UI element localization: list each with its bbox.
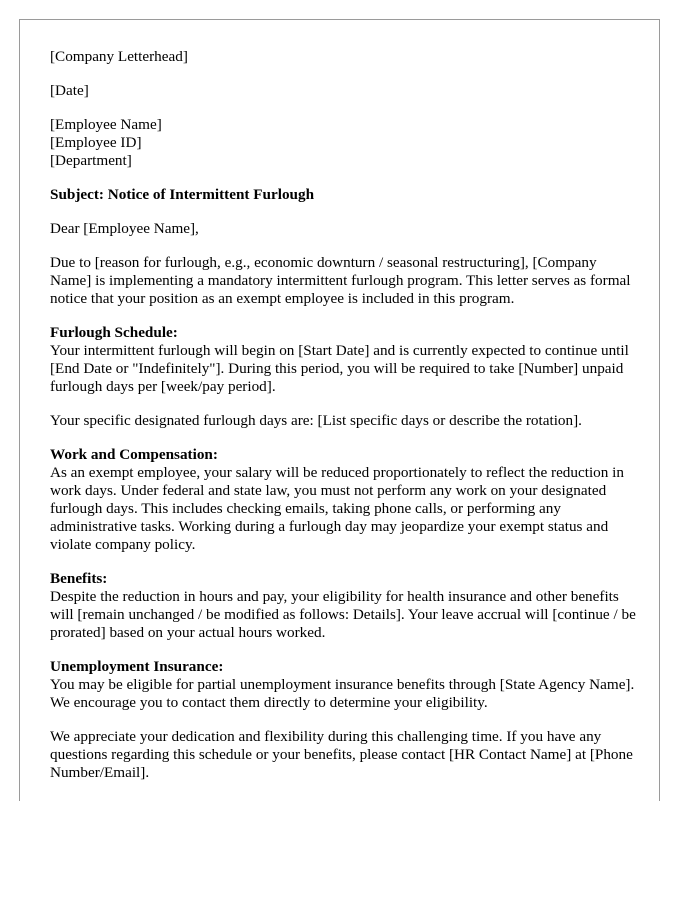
letter-salutation: Dear [Employee Name], bbox=[50, 220, 199, 237]
section-schedule bbox=[50, 324, 638, 396]
letter-content bbox=[50, 48, 638, 798]
letter-closing: We appreciate your dedication and flexibility during this challenging time. If you have any questions regarding this schedule or your benefits, please contact [HR Contact Name] at [Phone Number/Email]. bbox=[50, 728, 633, 781]
letter-subject: Subject: Notice of Intermittent Furlough bbox=[50, 186, 315, 203]
section-compensation bbox=[50, 446, 638, 554]
recipient-id: [Employee ID] bbox=[50, 134, 142, 151]
section-compensation-heading: Work and Compensation: bbox=[50, 446, 218, 463]
company-letterhead: [Company Letterhead] bbox=[50, 48, 188, 65]
section-unemployment-heading: Unemployment Insurance: bbox=[50, 658, 224, 675]
section-unemployment bbox=[50, 658, 638, 712]
section-unemployment-body: You may be eligible for partial unemployment insurance benefits through [State Agency Name]. We encourage you to contact them directly to determine your eligibility. bbox=[50, 676, 635, 711]
letter-page bbox=[19, 19, 660, 801]
section-schedule-extra: Your specific designated furlough days are: [List specific days or describe the rotation]. bbox=[50, 412, 582, 429]
section-benefits-body: Despite the reduction in hours and pay, your eligibility for health insurance and other benefits will [remain unchanged / be modified as follows: Details]. Your leave accrual will [continue / be prorated] based on your actual hours worked. bbox=[50, 588, 636, 641]
section-compensation-body: As an exempt employee, your salary will be reduced proportionately to reflect the reduction in work days. Under federal and state law, you must not perform any work on your designated furlough days. This includes checking emails, taking phone calls, or performing any administrative tasks. Working during a furlough day may jeopardize your exempt status and violate company policy. bbox=[50, 464, 624, 553]
recipient-block bbox=[50, 116, 638, 170]
recipient-department: [Department] bbox=[50, 152, 132, 169]
recipient-name: [Employee Name] bbox=[50, 116, 162, 133]
section-benefits-heading: Benefits: bbox=[50, 570, 108, 587]
section-benefits bbox=[50, 570, 638, 642]
section-schedule-body: Your intermittent furlough will begin on [Start Date] and is currently expected to continue until [End Date or "Indefinitely"]. During this period, you will be required to take [Number] unpaid furlough days per [week/pay period]. bbox=[50, 342, 629, 395]
letter-intro: Due to [reason for furlough, e.g., economic downturn / seasonal restructuring], [Company Name] is implementing a mandatory intermittent furlough program. This letter serves as formal notice that your position as an exempt employee is included in this program. bbox=[50, 254, 631, 307]
section-schedule-heading: Furlough Schedule: bbox=[50, 324, 178, 341]
letter-date: [Date] bbox=[50, 82, 89, 99]
